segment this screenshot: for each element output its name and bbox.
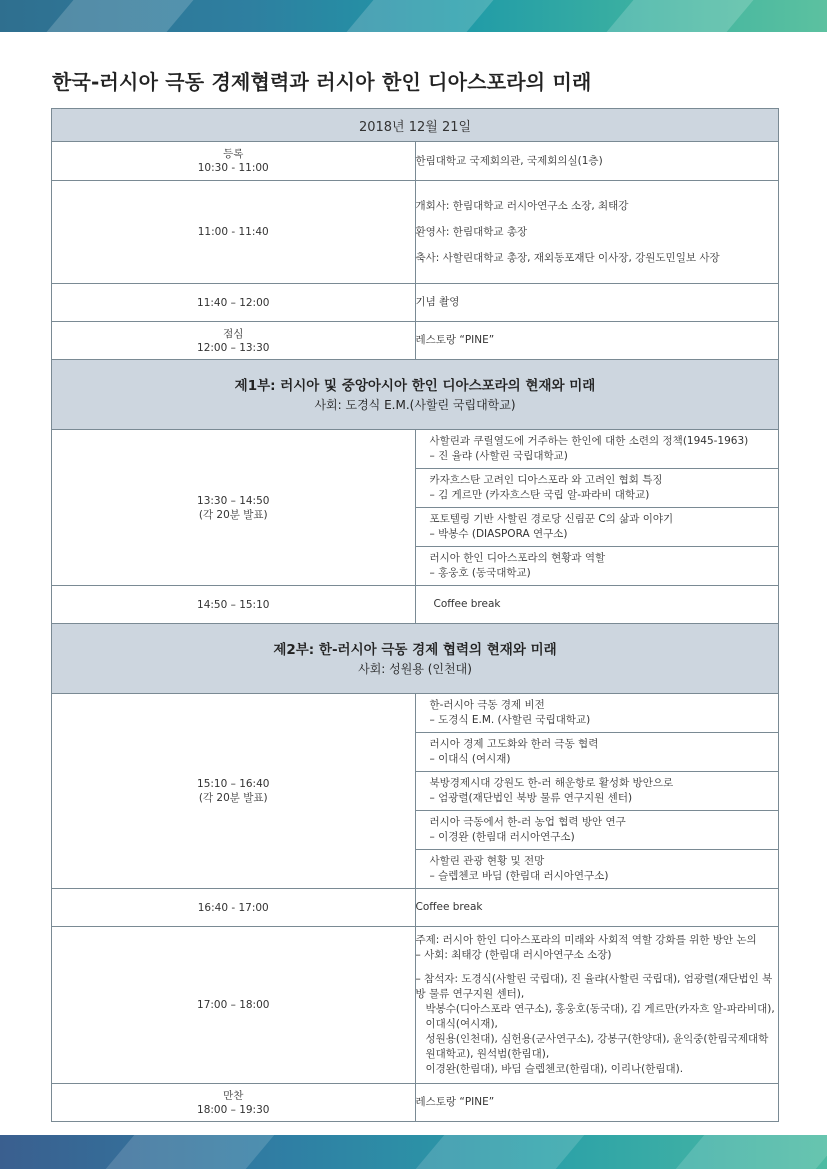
slot-time: 12:00 – 13:30 bbox=[197, 341, 270, 354]
slot-time: 11:40 – 12:00 bbox=[52, 284, 416, 322]
time-cell bbox=[52, 694, 416, 889]
table-row bbox=[52, 927, 779, 1084]
table-row bbox=[52, 889, 779, 927]
list-item bbox=[416, 508, 779, 547]
participants-line: – 참석자: 도경식(사할린 국립대), 진 율랴(사할린 국립대), 엄광렬(재단법인 북방 물류 연구지원 센터), bbox=[415, 973, 773, 1000]
slot-time: 15:10 – 16:40 bbox=[197, 778, 270, 790]
table-row bbox=[52, 1084, 779, 1122]
slot-label: 점심 bbox=[223, 327, 244, 340]
talk-speaker: – 이경완 (한림대 러시아연구소) bbox=[429, 831, 575, 843]
slot-note: (각 20분 발표) bbox=[198, 508, 268, 521]
table-row bbox=[52, 181, 779, 284]
table-row bbox=[52, 322, 779, 360]
talk-speaker: – 도경식 E.M. (사할린 국립대학교) bbox=[429, 714, 591, 726]
content-cell: 기념 촬영 bbox=[415, 284, 779, 322]
table-row bbox=[52, 142, 779, 181]
table-row bbox=[52, 694, 779, 889]
date-header: 2018년 12월 21일 bbox=[52, 109, 779, 142]
list-item bbox=[416, 469, 779, 508]
session-header bbox=[52, 360, 779, 430]
list-item bbox=[416, 430, 779, 469]
session-chair: 사회: 성원용 (인천대) bbox=[358, 661, 472, 676]
content-cell: Coffee break bbox=[415, 889, 779, 927]
content-cell: Coffee break bbox=[415, 586, 779, 624]
talk-speaker: – 홍웅호 (동국대학교) bbox=[429, 567, 531, 579]
list-item bbox=[416, 772, 779, 811]
content-cell bbox=[415, 927, 779, 1084]
session-chair: 사회: 도경식 E.M.(사할린 국립대학교) bbox=[314, 397, 516, 412]
slot-time: 18:00 – 19:30 bbox=[197, 1103, 270, 1116]
time-cell bbox=[52, 142, 416, 181]
slot-time: 13:30 – 14:50 bbox=[197, 494, 270, 507]
participants-line: 박봉수(디아스포라 연구소), 홍웅호(동국대), 김 게르만(카자흐 알-파라비대), 이대식(여시재), bbox=[425, 1003, 775, 1030]
discussion-chair: – 사회: 최태강 (한림대 러시아연구소 소장) bbox=[415, 949, 612, 961]
welcome-speech: 환영사: 한림대학교 총장 bbox=[415, 226, 528, 238]
table-row bbox=[52, 430, 779, 586]
list-item bbox=[416, 850, 779, 888]
talk-topic: 사할린 관광 현황 및 전망 bbox=[429, 855, 545, 867]
content-cell: 레스토랑 “PINE” bbox=[415, 1084, 779, 1122]
talk-topic: 사할린과 쿠릴열도에 거주하는 한인에 대한 소련의 정책(1945-1963) bbox=[429, 435, 749, 447]
talk-speaker: – 슬렙첸코 바딤 (한림대 러시아연구소) bbox=[429, 870, 609, 882]
talk-speaker: – 엄광렬(재단법인 북방 물류 연구지원 센터) bbox=[429, 792, 633, 804]
date-row bbox=[52, 109, 779, 142]
content-cell: 레스토랑 “PINE” bbox=[415, 322, 779, 360]
content-cell: 한림대학교 국제회의관, 국제회의실(1층) bbox=[415, 142, 779, 181]
slot-time: 17:00 – 18:00 bbox=[52, 927, 416, 1084]
page-title: 한국-러시아 극동 경제협력과 러시아 한인 디아스포라의 미래 bbox=[52, 70, 592, 94]
slot-time: 11:00 - 11:40 bbox=[52, 181, 416, 284]
time-cell bbox=[52, 1084, 416, 1122]
table-row bbox=[52, 284, 779, 322]
talk-topic: 카자흐스탄 고려인 디아스포라 와 고려인 협회 특징 bbox=[429, 474, 663, 486]
time-cell bbox=[52, 430, 416, 586]
talk-topic: 러시아 한인 디아스포라의 현황과 역할 bbox=[429, 552, 606, 564]
congratulatory-speech: 축사: 사할린대학교 총장, 재외동포재단 이사장, 강원도민일보 사장 bbox=[415, 252, 720, 264]
time-cell bbox=[52, 322, 416, 360]
talk-speaker: – 이대식 (여시재) bbox=[429, 753, 511, 765]
talk-topic: 러시아 경제 고도화와 한러 극동 협력 bbox=[429, 738, 599, 750]
list-item bbox=[416, 733, 779, 772]
slot-time: 10:30 - 11:00 bbox=[197, 162, 269, 174]
bottom-decorative-band bbox=[0, 1135, 827, 1169]
slot-label: 등록 bbox=[223, 148, 244, 160]
discussion-theme: 주제: 러시아 한인 디아스포라의 미래와 사회적 역할 강화를 위한 방안 논의 bbox=[415, 934, 757, 946]
talk-speaker: – 김 게르만 (카자흐스탄 국립 알-파라비 대학교) bbox=[429, 489, 650, 501]
slot-time: 14:50 – 15:10 bbox=[52, 586, 416, 624]
table-row bbox=[52, 586, 779, 624]
slot-time: 16:40 - 17:00 bbox=[52, 889, 416, 927]
session-header bbox=[52, 624, 779, 694]
talk-topic: 포토텔링 기반 사할린 경로당 신림꾼 C의 삶과 이야기 bbox=[429, 513, 674, 525]
session-title: 제2부: 한-러시아 극동 경제 협력의 현재와 미래 bbox=[273, 641, 557, 658]
talk-topic: 러시아 극동에서 한-러 농업 협력 방안 연구 bbox=[429, 816, 626, 828]
list-item bbox=[416, 547, 779, 585]
talk-list bbox=[415, 694, 779, 889]
participants-line: 이경완(한림대), 바딤 슬렙첸코(한림대), 이리나(한림대). bbox=[425, 1063, 684, 1075]
talk-speaker: – 박봉수 (DIASPORA 연구소) bbox=[429, 528, 568, 540]
talk-topic: 북방경제시대 강원도 한-러 해운항로 활성화 방안으로 bbox=[429, 777, 674, 789]
opening-speech: 개회사: 한림대학교 러시아연구소 소장, 최태강 bbox=[415, 200, 629, 212]
top-decorative-band bbox=[0, 0, 827, 32]
talk-list bbox=[415, 430, 779, 586]
schedule-table bbox=[51, 108, 779, 1122]
session-header-cell bbox=[52, 360, 779, 430]
content-cell bbox=[415, 181, 779, 284]
talk-topic: 한-러시아 극동 경제 비전 bbox=[429, 699, 545, 711]
list-item bbox=[416, 811, 779, 850]
slot-note: (각 20분 발표) bbox=[198, 792, 268, 804]
slot-label: 만찬 bbox=[223, 1089, 244, 1102]
talk-speaker: – 진 율랴 (사할린 국립대학교) bbox=[429, 450, 568, 462]
participants-line: 성원용(인천대), 심헌용(군사연구소), 강봉구(한양대), 윤익중(한림국제대학원대학교), 원석범(한림대), bbox=[425, 1033, 769, 1060]
session-header-cell bbox=[52, 624, 779, 694]
list-item bbox=[416, 694, 779, 733]
session-title: 제1부: 러시아 및 중앙아시아 한인 디아스포라의 현재와 미래 bbox=[234, 377, 596, 394]
